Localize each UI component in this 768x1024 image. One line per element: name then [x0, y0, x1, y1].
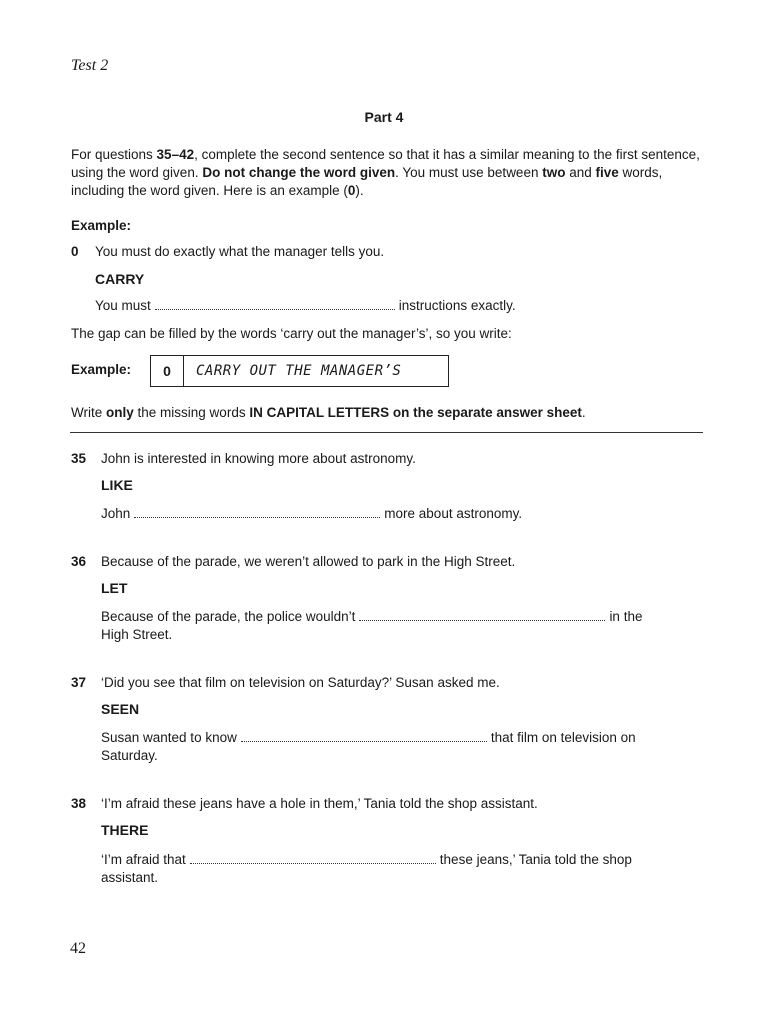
example-keyword: CARRY — [95, 271, 145, 287]
question-36-sentence: 36 Because of the parade, we weren’t allowed to park in the High Street. — [71, 554, 516, 569]
answer-gap — [241, 730, 487, 742]
part-title: Part 4 — [364, 109, 404, 125]
instructions: For questions 35–42, complete the second sentence so that it has a similar meaning to the first sentence, using the word given. Do not change the word given. You must use between two and five words, including the word given. Here is an example (0). — [71, 147, 700, 198]
question-37-gap-sentence-end: Saturday. — [101, 748, 158, 763]
question-36-gap-sentence: Because of the parade, the police wouldn’t in the — [101, 609, 643, 624]
page-number: 42 — [70, 940, 86, 957]
question-36-keyword: LET — [101, 580, 128, 596]
question-38-keyword: THERE — [101, 822, 149, 838]
divider-line — [70, 432, 703, 433]
question-37-gap-sentence: Susan wanted to know that film on television on — [101, 730, 636, 745]
question-35-gap-sentence: John more about astronomy. — [101, 506, 523, 521]
question-37-keyword: SEEN — [101, 701, 140, 717]
write-only-instruction: Write only the missing words IN CAPITAL LETTERS on the separate answer sheet. — [71, 405, 586, 420]
answer-gap — [190, 852, 436, 864]
question-38-sentence: 38 ‘I’m afraid these jeans have a hole in them,’ Tania told the shop assistant. — [71, 796, 538, 811]
example-answer-box — [150, 355, 449, 387]
question-37-sentence: 37 ‘Did you see that film on television on Saturday?’ Susan asked me. — [71, 675, 500, 690]
example-box-label: Example: — [71, 362, 132, 377]
question-36-gap-sentence-end: High Street. — [101, 627, 173, 642]
example-heading: Example: — [71, 218, 132, 233]
answer-gap — [359, 609, 605, 621]
question-38-gap-sentence: ‘I’m afraid that these jeans,’ Tania told the shop — [101, 852, 632, 867]
example-gap-sentence: You must instructions exactly. — [95, 298, 516, 313]
answer-gap — [155, 298, 395, 310]
example-box-number: 0 — [151, 356, 184, 386]
example-box-answer: CARRY OUT THE MANAGER’S — [196, 363, 402, 379]
question-38-gap-sentence-end: assistant. — [101, 870, 159, 885]
test-label: Test 2 — [71, 57, 109, 74]
example-explanation: The gap can be filled by the words ‘carry out the manager’s’, so you write: — [71, 326, 512, 341]
question-35-sentence: 35 John is interested in knowing more about astronomy. — [71, 451, 416, 466]
answer-gap — [134, 506, 380, 518]
example-sentence: 0 You must do exactly what the manager tells you. — [71, 244, 385, 259]
question-35-keyword: LIKE — [101, 477, 133, 493]
